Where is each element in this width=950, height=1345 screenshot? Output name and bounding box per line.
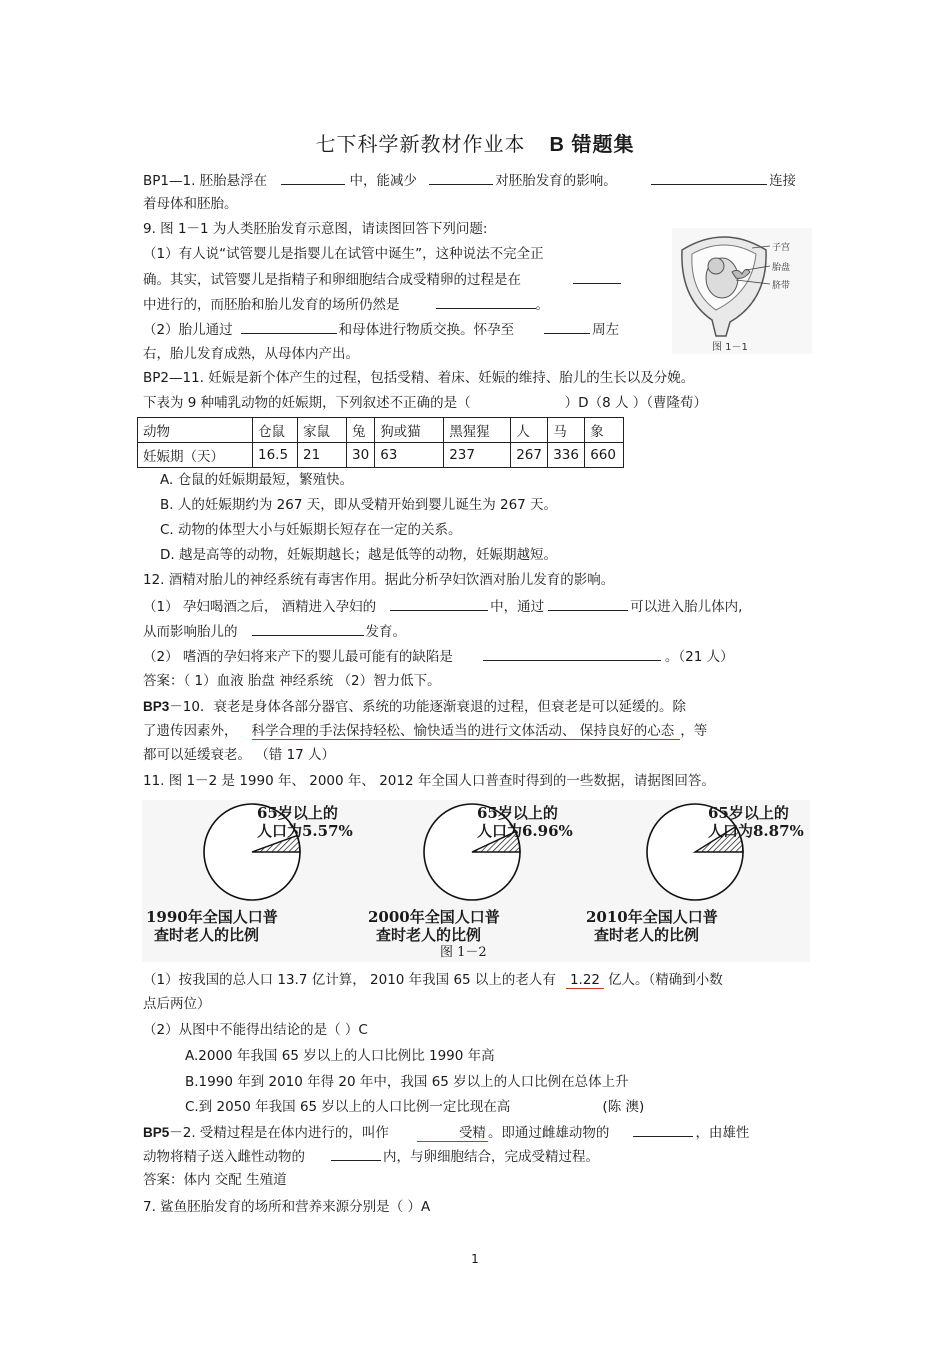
- bp3-s1-answer: 1.22: [566, 972, 604, 989]
- bp2-option-a: A. 仓鼠的妊娠期最短，繁殖快。: [160, 472, 354, 488]
- pie1-label-line1: 65岁以上的: [257, 804, 338, 822]
- bp2-option-b: B. 人的妊娠期约为 267 天，即从受精开始到婴儿诞生为 267 天。: [160, 497, 558, 513]
- bp3-s2-stem: （2）从图中不能得出结论的是（ ）C: [143, 1022, 368, 1038]
- blank: [573, 269, 621, 284]
- bp2-q12-1-line1: [143, 596, 742, 617]
- bp1-q9-1-line2: [143, 269, 621, 290]
- pie2-caption: [368, 908, 500, 944]
- table-cell: 家鼠: [298, 418, 347, 443]
- blank: [429, 170, 493, 185]
- bp3-s2-option-c-line: [185, 1097, 644, 1117]
- title-suffix: B 错题集: [549, 134, 635, 156]
- bp5-q2-line2: [143, 1146, 599, 1167]
- bp3-q10-line3: 都可以延缓衰老。 （错 17 人）: [143, 747, 336, 763]
- bp3-q10-text-b: 了遗传因素外，: [143, 723, 238, 739]
- bp1-q9-stem: 9. 图 1－1 为人类胚胎发育示意图，请读图回答下列问题:: [143, 221, 488, 237]
- bp2-q12-1-text-c: 可以进入胎儿体内,: [630, 599, 743, 615]
- bp5-q2-text-a: －2. 受精过程是在体内进行的，叫作: [169, 1125, 389, 1141]
- bp2-q12-1-text-e: 发育。: [365, 624, 406, 640]
- fetus-head: [708, 258, 724, 274]
- pie2-caption-line2: 查时老人的比例: [376, 926, 482, 944]
- table-cell: 237: [444, 443, 511, 468]
- bp1-q9-2-line1: [143, 319, 619, 340]
- pie1-label-line2: 人口为5.57%: [257, 822, 353, 840]
- bp1-q9-2-line2: 右，胎儿发育成熟，从母体内产出。: [143, 346, 359, 362]
- bp1-q9-1-end: 。: [535, 297, 549, 313]
- table-cell: 黑猩猩: [444, 418, 511, 443]
- bp5-label: BP5: [143, 1125, 170, 1140]
- pie3-caption-line2: 查时老人的比例: [594, 926, 700, 944]
- bp3-s1-text-a: （1）按我国的总人口 13.7 亿计算， 2010 年我国 65 以上的老人有: [143, 972, 556, 988]
- bp5-q2-text-c: ，由雄性: [695, 1125, 750, 1141]
- table-cell: 仓鼠: [253, 418, 298, 443]
- pie3-label-line2: 人口为8.87%: [708, 822, 804, 840]
- bp2-q12-2-end: 。（21 人）: [664, 649, 734, 665]
- table-cell: 狗或猫: [375, 418, 444, 443]
- table-cell: 象: [585, 418, 624, 443]
- figure-label-cord: 脐带: [772, 281, 791, 291]
- gestation-table: [137, 417, 624, 468]
- table-cell: 336: [548, 443, 585, 468]
- bp5-answer: 答案：体内 交配 生殖道: [143, 1172, 287, 1188]
- blank: [548, 596, 628, 611]
- bp2-q12-stem: 12. 酒精对胎儿的神经系统有毒害作用。据此分析孕妇饮酒对胎儿发育的影响。: [143, 572, 615, 588]
- pie2-label-line1: 65岁以上的: [477, 804, 558, 822]
- blank: [241, 319, 337, 334]
- table-cell: 30: [347, 443, 375, 468]
- pie3-caption-line1: 2010年全国人口普: [586, 908, 718, 926]
- bp5-q2-line1: [143, 1122, 749, 1143]
- table-cell: 63: [375, 443, 444, 468]
- pie3-caption: [586, 908, 718, 944]
- bp3-s1-text-b: 亿人。（精确到小数: [608, 972, 723, 988]
- pie2-caption-line1: 2000年全国人口普: [368, 908, 500, 926]
- bp1-q9-1-text-c: 中进行的，而胚胎和胎儿发育的场所仍然是: [143, 297, 400, 313]
- bp3-s2-option-b: B.1990 年到 2010 年得 20 年中，我国 65 岁以上的人口比例在总体上升: [185, 1074, 629, 1090]
- bp1-q9-1-line1: （1）有人说“试管婴儿是指婴儿在试管中诞生”，这种说法不完全正: [143, 246, 544, 262]
- blank: [483, 646, 661, 661]
- embryo-figure: [672, 228, 812, 354]
- pie1-caption: [146, 908, 278, 944]
- population-figure: [142, 800, 810, 962]
- bp3-q10-text-a: －10．衰老是身体各部分器官、系统的功能逐渐衰退的过程，但衰老是可以延缓的。除: [169, 699, 686, 715]
- blank: [633, 1122, 693, 1137]
- table-cell: 妊娠期（天）: [138, 443, 253, 468]
- bp1-q9-1-line3: [143, 294, 549, 315]
- table-row: [138, 418, 624, 443]
- table-cell: 动物: [138, 418, 253, 443]
- bp1-q1-text-a: BP1—1. 胚胎悬浮在: [143, 173, 268, 189]
- blank: [281, 170, 345, 185]
- figure-caption: 图 1－1: [712, 342, 748, 353]
- table-cell: 16.5: [253, 443, 298, 468]
- pie2-label-line2: 人口为6.96%: [477, 822, 573, 840]
- bp3-q10-line1: [143, 697, 686, 717]
- bp2-answer: 答案：（ 1）血液 胎盘 神经系统 （2）智力低下。: [143, 673, 441, 689]
- bp2-q11-end: ）D（8 人 ）（曹隆荀）: [564, 395, 707, 411]
- blank: [544, 319, 590, 334]
- blank: [331, 1146, 381, 1161]
- bp2-q11-line2: [143, 393, 707, 413]
- bp1-q9-1-text: 确。其实，试管婴儿是指精子和卵细胞结合成受精卵的过程是在: [143, 272, 521, 288]
- page-title: [0, 128, 950, 157]
- page-number: 1: [471, 1252, 479, 1266]
- blank: [252, 621, 364, 636]
- bp1-q1-line2: 着母体和胚胎。: [143, 196, 238, 212]
- title-main: 七下科学新教材作业本: [315, 132, 526, 156]
- bp3-q10-line2: [143, 721, 707, 741]
- bp2-q11-text: 下表为 9 种哺乳动物的妊娠期，下列叙述不正确的是（: [143, 395, 471, 411]
- bp3-q10-text-c: ，等: [680, 723, 708, 739]
- bp2-q12-1-text-a: （1） 孕妇喝酒之后， 酒精进入孕妇的: [143, 599, 377, 615]
- pie1-label: [257, 804, 353, 840]
- pie1-caption-line2: 查时老人的比例: [154, 926, 260, 944]
- bp2-option-c: C. 动物的体型大小与妊娠期长短存在一定的关系。: [160, 522, 462, 538]
- bp1-q1-text-d: 连接: [769, 173, 797, 189]
- bp3-q11-stem: 11. 图 1－2 是 1990 年、 2000 年、 2012 年全国人口普查时得到的一些数据，请据图回答。: [143, 773, 715, 789]
- bp3-s1-line1: [143, 970, 723, 990]
- table-cell: 660: [585, 443, 624, 468]
- bp1-q9-2-text-c: 周左: [592, 322, 620, 338]
- figure-label-uterus: 子宫: [772, 243, 791, 253]
- figure-label-placenta: 胎盘: [772, 263, 791, 273]
- pie3-label-line1: 65岁以上的: [708, 804, 789, 822]
- pie1-caption-line1: 1990年全国人口普: [146, 908, 278, 926]
- table-cell: 21: [298, 443, 347, 468]
- bp5-q2-text-b: 。即通过雌雄动物的: [487, 1125, 610, 1141]
- blank: [436, 294, 536, 309]
- blank: [651, 170, 767, 185]
- bp3-s1-line2: 点后两位）: [143, 996, 211, 1012]
- bp1-q9-2-text-a: （2）胎儿通过: [143, 322, 233, 338]
- bp5-q2-text-e: 内，与卵细胞结合，完成受精过程。: [383, 1149, 599, 1165]
- figure-caption-1-2: 图 1－2: [440, 945, 487, 960]
- bp5-q7: 7. 鲨鱼胚胎发育的场所和营养来源分别是（ ）A: [143, 1199, 431, 1215]
- bp1-q1-text-b: 中，能减少: [349, 173, 417, 189]
- bp3-s2-option-c: C.到 2050 年我国 65 岁以上的人口比例一定比现在高: [185, 1099, 511, 1115]
- bp2-q11-line1: BP2—11. 妊娠是新个体产生的过程，包括受精、着床、妊娠的维持、胎儿的生长以及分娩。: [143, 370, 695, 386]
- pie2-label: [477, 804, 573, 840]
- bp2-q12-1-line2: [143, 621, 406, 642]
- bp2-option-d: D. 越是高等的动物，妊娠期越长；越是低等的动物，妊娠期越短。: [160, 547, 557, 563]
- bp5-q2-text-d: 动物将精子送入雌性动物的: [143, 1149, 305, 1165]
- table-cell: 人: [511, 418, 548, 443]
- table-cell: 267: [511, 443, 548, 468]
- bp2-q12-1-text-b: 中，通过: [490, 599, 545, 615]
- blank: [390, 596, 488, 611]
- bp3-label: BP3: [143, 699, 170, 714]
- bp5-q2-answer: 受精: [417, 1125, 488, 1142]
- bp3-s2-option-a: A.2000 年我国 65 岁以上的人口比例比 1990 年高: [185, 1048, 495, 1064]
- bp3-s2-author: (陈 澳): [602, 1099, 645, 1115]
- table-row: [138, 443, 624, 468]
- table-cell: 马: [548, 418, 585, 443]
- bp2-q12-1-text-d: 从而影响胎儿的: [143, 624, 238, 640]
- bp2-q12-2-text: （2） 嗜酒的孕妇将来产下的婴儿最可能有的缺陷是: [143, 649, 453, 665]
- bp1-q9-2-text-b: 和母体进行物质交换。怀孕至: [338, 322, 515, 338]
- table-cell: 兔: [347, 418, 375, 443]
- bp1-q1-text-c: 对胚胎发育的影响。: [495, 173, 617, 189]
- bp2-q12-2-line: [143, 646, 734, 667]
- bp3-q10-answer: 科学合理的手法保持轻松、愉快适当的进行文体活动、 保持良好的心态: [252, 723, 681, 740]
- bp1-q1-line1: [143, 170, 796, 191]
- pie3-label: [708, 804, 804, 840]
